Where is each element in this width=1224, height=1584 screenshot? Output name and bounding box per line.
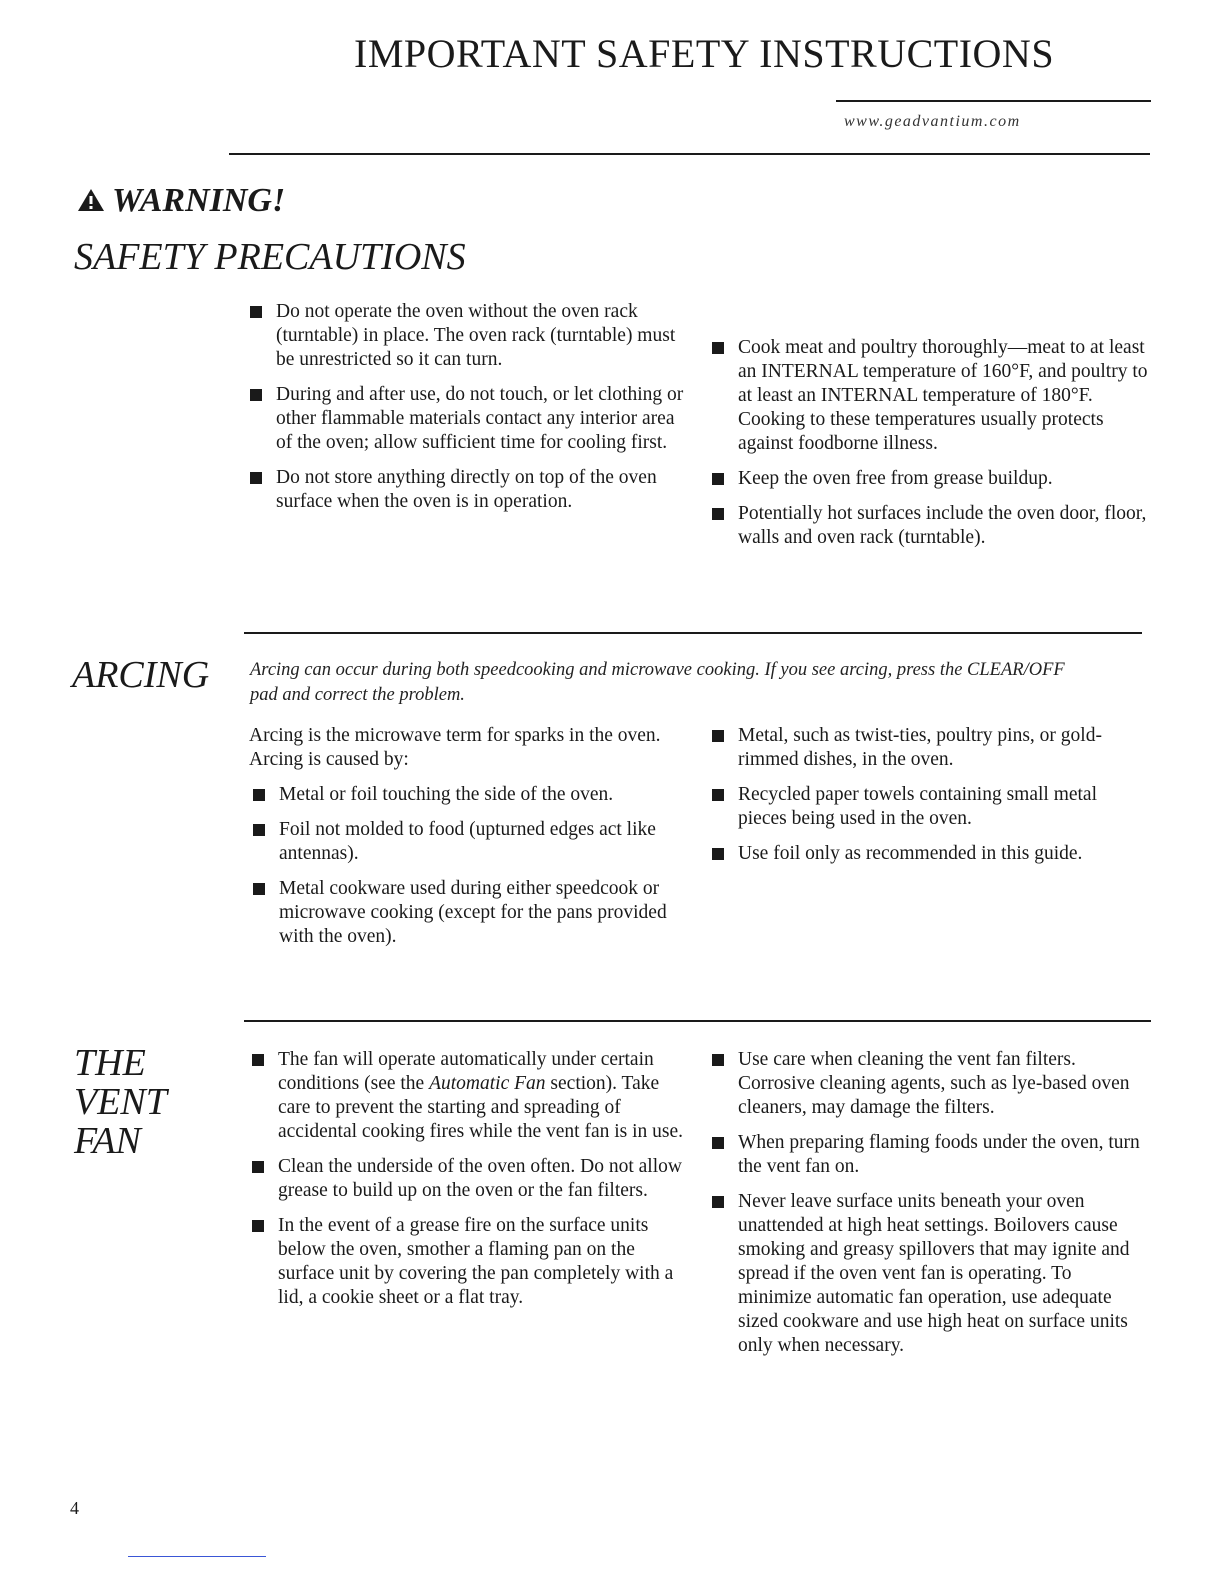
list-item: Potentially hot surfaces include the oven door, floor, walls and oven rack (turntable). [708, 502, 1153, 550]
vent-fan-heading [74, 1044, 167, 1160]
page-title: IMPORTANT SAFETY INSTRUCTIONS [354, 31, 1055, 76]
warning-label: WARNING! [112, 182, 286, 219]
section-divider [244, 1020, 1151, 1022]
list-item: The fan will operate automatically under certain conditions (see the Automatic Fan section). Take care to prevent the starting and spreading of accidental cooking fires while the vent fan is in use. [248, 1048, 688, 1144]
list-item: Metal, such as twist-ties, poultry pins, or gold-rimmed dishes, in the oven. [708, 724, 1128, 772]
list-item: Metal or foil touching the side of the oven. [249, 783, 689, 807]
arcing-left-column [249, 724, 689, 960]
list-item: Clean the underside of the oven often. Do not allow grease to build up on the oven or the fan filters. [248, 1155, 688, 1203]
footer-line [128, 1556, 266, 1557]
list-item: Metal cookware used during either speedcook or microwave cooking (except for the pans provided with the oven). [249, 877, 689, 949]
header-rule-long [229, 153, 1150, 155]
website-url: www.geadvantium.com [844, 113, 1021, 130]
warning-heading [76, 182, 285, 222]
automatic-fan-reference: Automatic Fan [429, 1073, 546, 1094]
section-divider [244, 632, 1142, 634]
list-item: Cook meat and poultry thoroughly—meat to at least an INTERNAL temperature of 160°F, and poultry to at least an INTERNAL temperature of 180°F. Cooking to these temperatures usually protects against foodborne illness. [708, 336, 1153, 456]
arcing-right-column [708, 724, 1128, 877]
warning-triangle-icon [76, 184, 106, 222]
vent-fan-heading-line: FAN [74, 1119, 141, 1162]
safety-right-column [708, 336, 1153, 561]
list-item: Recycled paper towels containing small metal pieces being used in the oven. [708, 783, 1128, 831]
list-item: Do not operate the oven without the oven rack (turntable) in place. The oven rack (turntable) must be unrestricted so it can turn. [246, 300, 686, 372]
safety-left-column [246, 300, 686, 525]
vent-fan-left-column [248, 1048, 688, 1321]
page-number: 4 [70, 1498, 79, 1518]
header-rule-short [836, 100, 1151, 102]
list-item: Never leave surface units beneath your oven unattended at high heat settings. Boilovers cause smoking and greasy spillovers that may ignite and spread if the oven vent fan is operating. To minimize automatic fan operation, use adequate sized cookware and use high heat on surface units only when necessary. [708, 1190, 1148, 1358]
list-item: Do not store anything directly on top of the oven surface when the oven is in operation. [246, 466, 686, 514]
list-item: In the event of a grease fire on the surface units below the oven, smother a flaming pan on the surface unit by covering the pan completely with a lid, a cookie sheet or a flat tray. [248, 1214, 688, 1310]
list-item: Foil not molded to food (upturned edges act like antennas). [249, 818, 689, 866]
safety-precautions-heading: SAFETY PRECAUTIONS [74, 236, 466, 278]
list-item: Use foil only as recommended in this guide. [708, 842, 1128, 866]
vent-fan-heading-line: THE [74, 1042, 146, 1084]
arcing-intro: Arcing can occur during both speedcooking and microwave cooking. If you see arcing, press the CLEAR/OFF pad and correct the problem. [250, 660, 1065, 705]
arcing-lead: Arcing is the microwave term for sparks in the oven. Arcing is caused by: [249, 725, 661, 770]
list-item: During and after use, do not touch, or let clothing or other flammable materials contact any interior area of the oven; allow sufficient time for cooling first. [246, 383, 686, 455]
list-item: Keep the oven free from grease buildup. [708, 467, 1153, 491]
vent-fan-heading-line: VENT [74, 1080, 167, 1123]
list-item: When preparing flaming foods under the oven, turn the vent fan on. [708, 1131, 1148, 1179]
vent-fan-right-column [708, 1048, 1148, 1369]
arcing-heading: ARCING [72, 654, 210, 696]
list-item: Use care when cleaning the vent fan filters. Corrosive cleaning agents, such as lye-based oven cleaners, may damage the filters. [708, 1048, 1148, 1120]
